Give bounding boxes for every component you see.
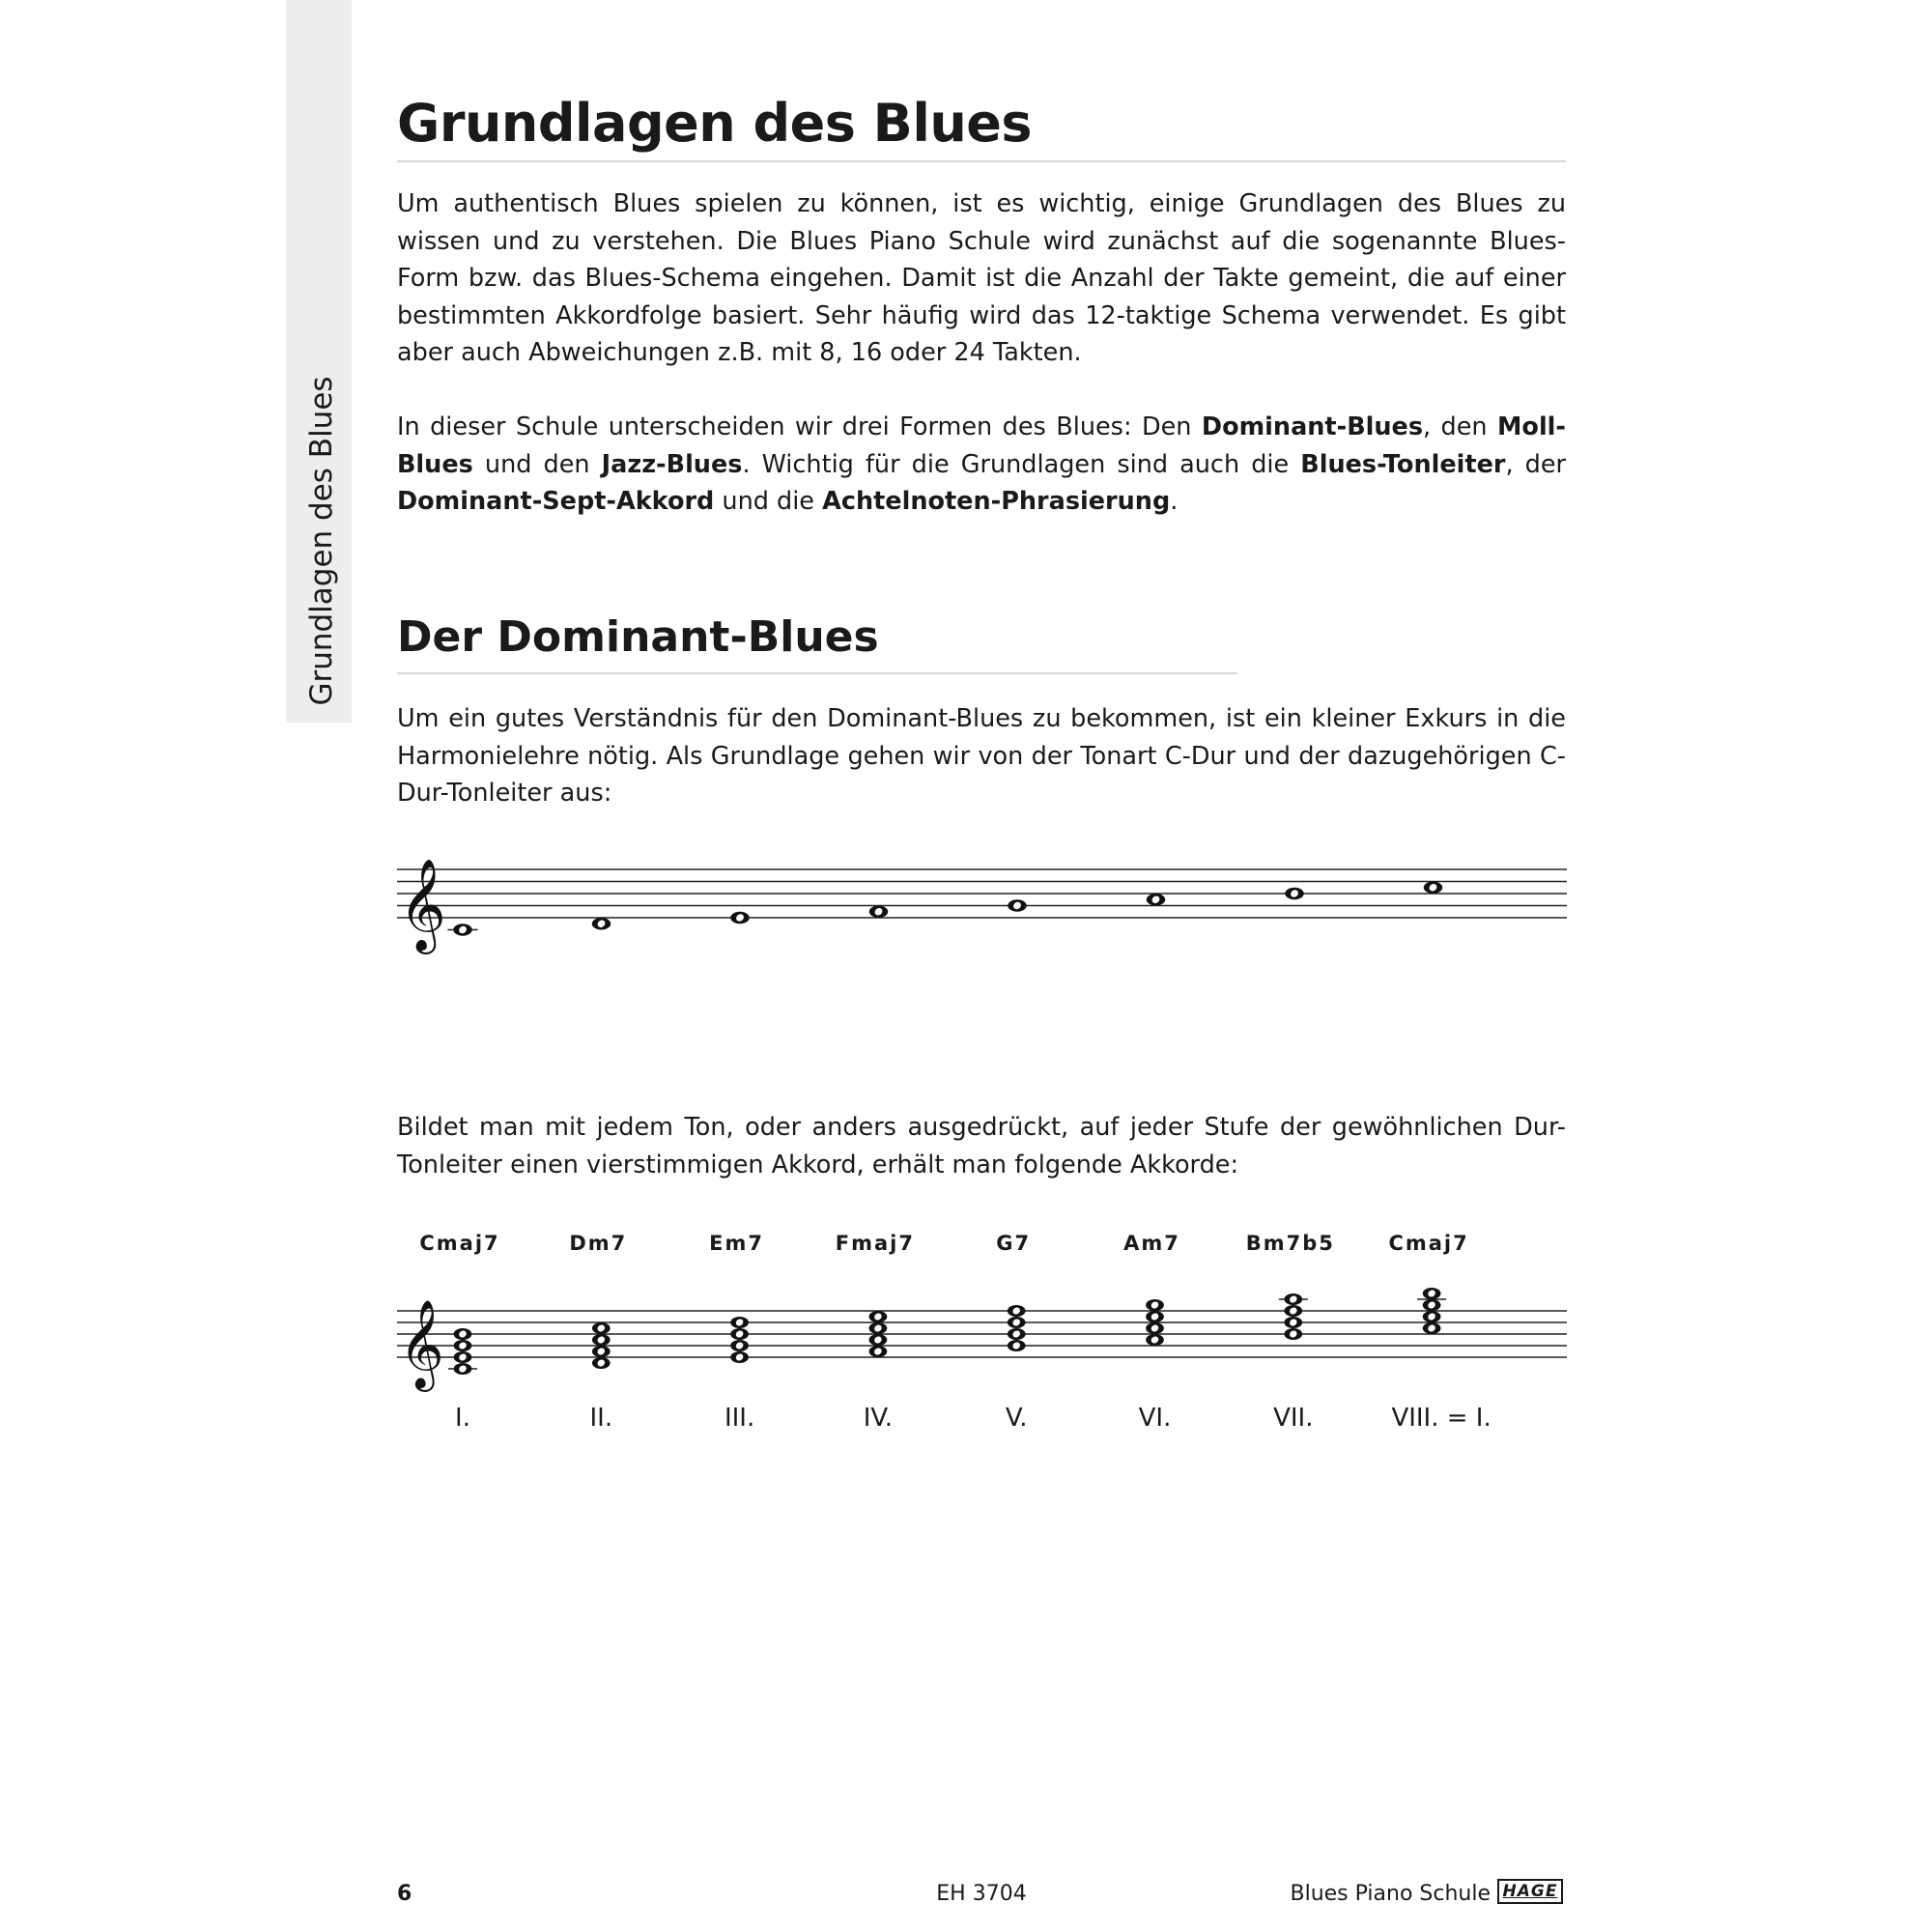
chord-note <box>592 1334 611 1346</box>
term-jazz-blues: Jazz-Blues <box>601 449 743 479</box>
chord-note <box>869 1334 888 1346</box>
scale-note <box>869 906 889 919</box>
scale-note <box>1147 894 1166 906</box>
chord-note <box>730 1340 749 1351</box>
chord-note-hole <box>596 1358 606 1368</box>
scale-note-hole <box>596 919 607 928</box>
chord-note-hole <box>1289 1318 1298 1327</box>
chord-note <box>1008 1317 1026 1328</box>
scale-degree: I. <box>455 1404 470 1433</box>
section-divider <box>397 672 1237 674</box>
chord-note <box>869 1322 888 1334</box>
edition-code: EH 3704 <box>936 1882 1027 1906</box>
chord-note-hole <box>596 1323 606 1333</box>
chord-note-hole <box>1150 1312 1159 1321</box>
chords-paragraph: Bildet man mit jedem Ton, oder anders ausgedrückt, auf jeder Stufe der gewöhnlichen Dur-Tonleiter einen vierstimmigen Akkord, erhält man folgende Akkorde: <box>397 1113 1566 1179</box>
chord-note <box>730 1328 749 1340</box>
chord-note <box>869 1346 888 1357</box>
scale-degree: VIII. = I. <box>1391 1404 1492 1433</box>
chord-note-hole <box>1427 1300 1436 1310</box>
chord-note-hole <box>873 1312 883 1321</box>
chord-name: Dm7 <box>569 1232 628 1255</box>
book-title: Blues Piano Schule <box>1290 1882 1491 1906</box>
scale-degree: IV. <box>863 1404 894 1433</box>
chord-note-hole <box>458 1329 468 1339</box>
scale-note <box>1008 899 1027 912</box>
scale-degree: VI. <box>1138 1404 1172 1433</box>
chord-note <box>454 1340 472 1351</box>
text-run: , den <box>1423 412 1498 441</box>
chord-note-hole <box>873 1323 883 1333</box>
scale-degree: VII. <box>1273 1404 1314 1433</box>
term-blues-tonleiter: Blues-Tonleiter <box>1300 449 1506 479</box>
chord-note-hole <box>1150 1323 1159 1333</box>
scale-degree: V. <box>1005 1404 1028 1433</box>
chord-note-hole <box>1289 1294 1298 1304</box>
text-run: und den <box>472 449 602 479</box>
chord-note-hole <box>734 1341 744 1350</box>
chord-note <box>1146 1322 1164 1334</box>
page-number: 6 <box>397 1882 412 1906</box>
chord-name: Cmaj7 <box>1388 1232 1469 1255</box>
scale-note-hole <box>1151 895 1161 904</box>
scale-note-hole <box>1290 889 1300 898</box>
term-moll-blues: Moll-Blues <box>397 412 1567 479</box>
chord-name: G7 <box>996 1232 1032 1255</box>
chord-note-hole <box>596 1347 606 1356</box>
chord-note <box>1284 1317 1302 1328</box>
text-run: . Wichtig für die Grundlagen sind auch die <box>742 449 1301 479</box>
chord-note-hole <box>596 1335 606 1345</box>
harmony-paragraph: Um ein gutes Verständnis für den Dominant-Blues zu bekommen, ist ein kleiner Exkurs in die Harmonielehre nötig. Als Grundlage gehen wir von der Tonart C-Dur und der dazugehörigen C-Dur-Tonleiter aus: <box>397 704 1566 808</box>
scale-degree: II. <box>589 1404 613 1433</box>
chord-name: Bm7b5 <box>1245 1232 1335 1255</box>
chord-note-hole <box>1011 1306 1021 1316</box>
chord-note-hole <box>1289 1306 1298 1316</box>
chord-note-hole <box>734 1352 744 1362</box>
text-run: . <box>1170 487 1179 516</box>
text-run: , der <box>1505 449 1567 479</box>
publisher-logo: HAGE <box>1497 1879 1563 1904</box>
scale-note-hole <box>1428 883 1438 893</box>
scale-note-hole <box>873 907 884 917</box>
term-achtelnoten-phrasierung: Achtelnoten-Phrasierung <box>822 487 1171 516</box>
chord-note-hole <box>458 1352 468 1362</box>
page-title: Grundlagen des Blues <box>397 93 1033 154</box>
chord-note-hole <box>734 1329 744 1339</box>
text-run: In dieser Schule unterscheiden wir drei Formen des Blues: Den <box>397 412 1202 441</box>
intro-paragraph: Um authentisch Blues spielen zu können, ist es wichtig, einige Grundlagen des Blues zu wissen und zu verstehen. Die Blues Piano Schule wird zunächst auf die sogenannte Blues-Form bzw. das Blues-Schema eingehen. Damit ist die Anzahl der Takte gemeint, die auf einer bestimmten Akkordfolge basiert. Sehr häufig wird das 12-taktige Schema verwendet. Es gibt aber auch Abweichungen z.B. mit 8, 16 oder 24 Takten. <box>397 189 1566 367</box>
scale-note <box>1285 888 1304 900</box>
chord-name: Cmaj7 <box>419 1232 500 1255</box>
chord-note-hole <box>1427 1323 1436 1333</box>
scale-note <box>592 918 611 930</box>
chord-name: Em7 <box>709 1232 765 1255</box>
chord-note <box>454 1351 472 1363</box>
chord-note <box>1008 1340 1026 1351</box>
term-dominant-sept-akkord: Dominant-Sept-Akkord <box>397 487 715 516</box>
chord-note <box>454 1363 472 1375</box>
chord-note-hole <box>1150 1300 1159 1310</box>
chord-note <box>1146 1334 1164 1346</box>
scale-note-hole <box>458 924 469 934</box>
scale-degree: III. <box>724 1404 755 1433</box>
chord-note <box>1146 1311 1164 1322</box>
scale-note <box>730 912 750 924</box>
title-divider <box>397 160 1566 162</box>
chord-note-hole <box>1427 1289 1436 1298</box>
chord-note-hole <box>1289 1329 1298 1339</box>
chord-note <box>1423 1288 1441 1299</box>
chord-note <box>1008 1328 1026 1340</box>
scale-note <box>1424 882 1443 895</box>
chord-note-hole <box>1011 1341 1021 1350</box>
chord-note <box>1146 1299 1164 1311</box>
chord-note <box>1284 1293 1302 1305</box>
section-heading: Der Dominant-Blues <box>397 612 879 662</box>
chord-note <box>869 1311 888 1322</box>
chord-note <box>1284 1328 1302 1340</box>
chord-note <box>1423 1311 1441 1322</box>
chord-note <box>1423 1299 1441 1311</box>
chord-note <box>730 1317 749 1328</box>
chord-note <box>592 1357 611 1369</box>
chord-note-hole <box>458 1364 468 1374</box>
scale-note <box>453 923 472 936</box>
chord-note <box>454 1328 472 1340</box>
chord-note <box>592 1322 611 1334</box>
scale-note-hole <box>1012 900 1023 910</box>
chord-note-hole <box>873 1347 883 1356</box>
chord-note-hole <box>873 1335 883 1345</box>
side-tab-label: Grundlagen des Blues <box>304 376 339 706</box>
chord-note-hole <box>734 1318 744 1327</box>
chord-note-hole <box>458 1341 468 1350</box>
chord-note-hole <box>1011 1318 1021 1327</box>
term-dominant-blues: Dominant-Blues <box>1201 412 1424 441</box>
chord-note <box>592 1346 611 1357</box>
chord-note-hole <box>1427 1312 1436 1321</box>
chord-note-hole <box>1011 1329 1021 1339</box>
chord-note <box>1284 1305 1302 1317</box>
text-run: und die <box>714 487 823 516</box>
treble-clef-icon: 𝄞 <box>399 857 446 951</box>
chord-note <box>1423 1322 1441 1334</box>
chord-note <box>730 1351 749 1363</box>
chord-note <box>1008 1305 1026 1317</box>
treble-clef-icon: 𝄞 <box>399 1298 444 1389</box>
chord-name: Fmaj7 <box>835 1232 915 1255</box>
scale-note-hole <box>735 913 746 923</box>
chord-name: Am7 <box>1123 1232 1180 1255</box>
forms-paragraph <box>397 409 1566 521</box>
chord-note-hole <box>1150 1335 1159 1345</box>
